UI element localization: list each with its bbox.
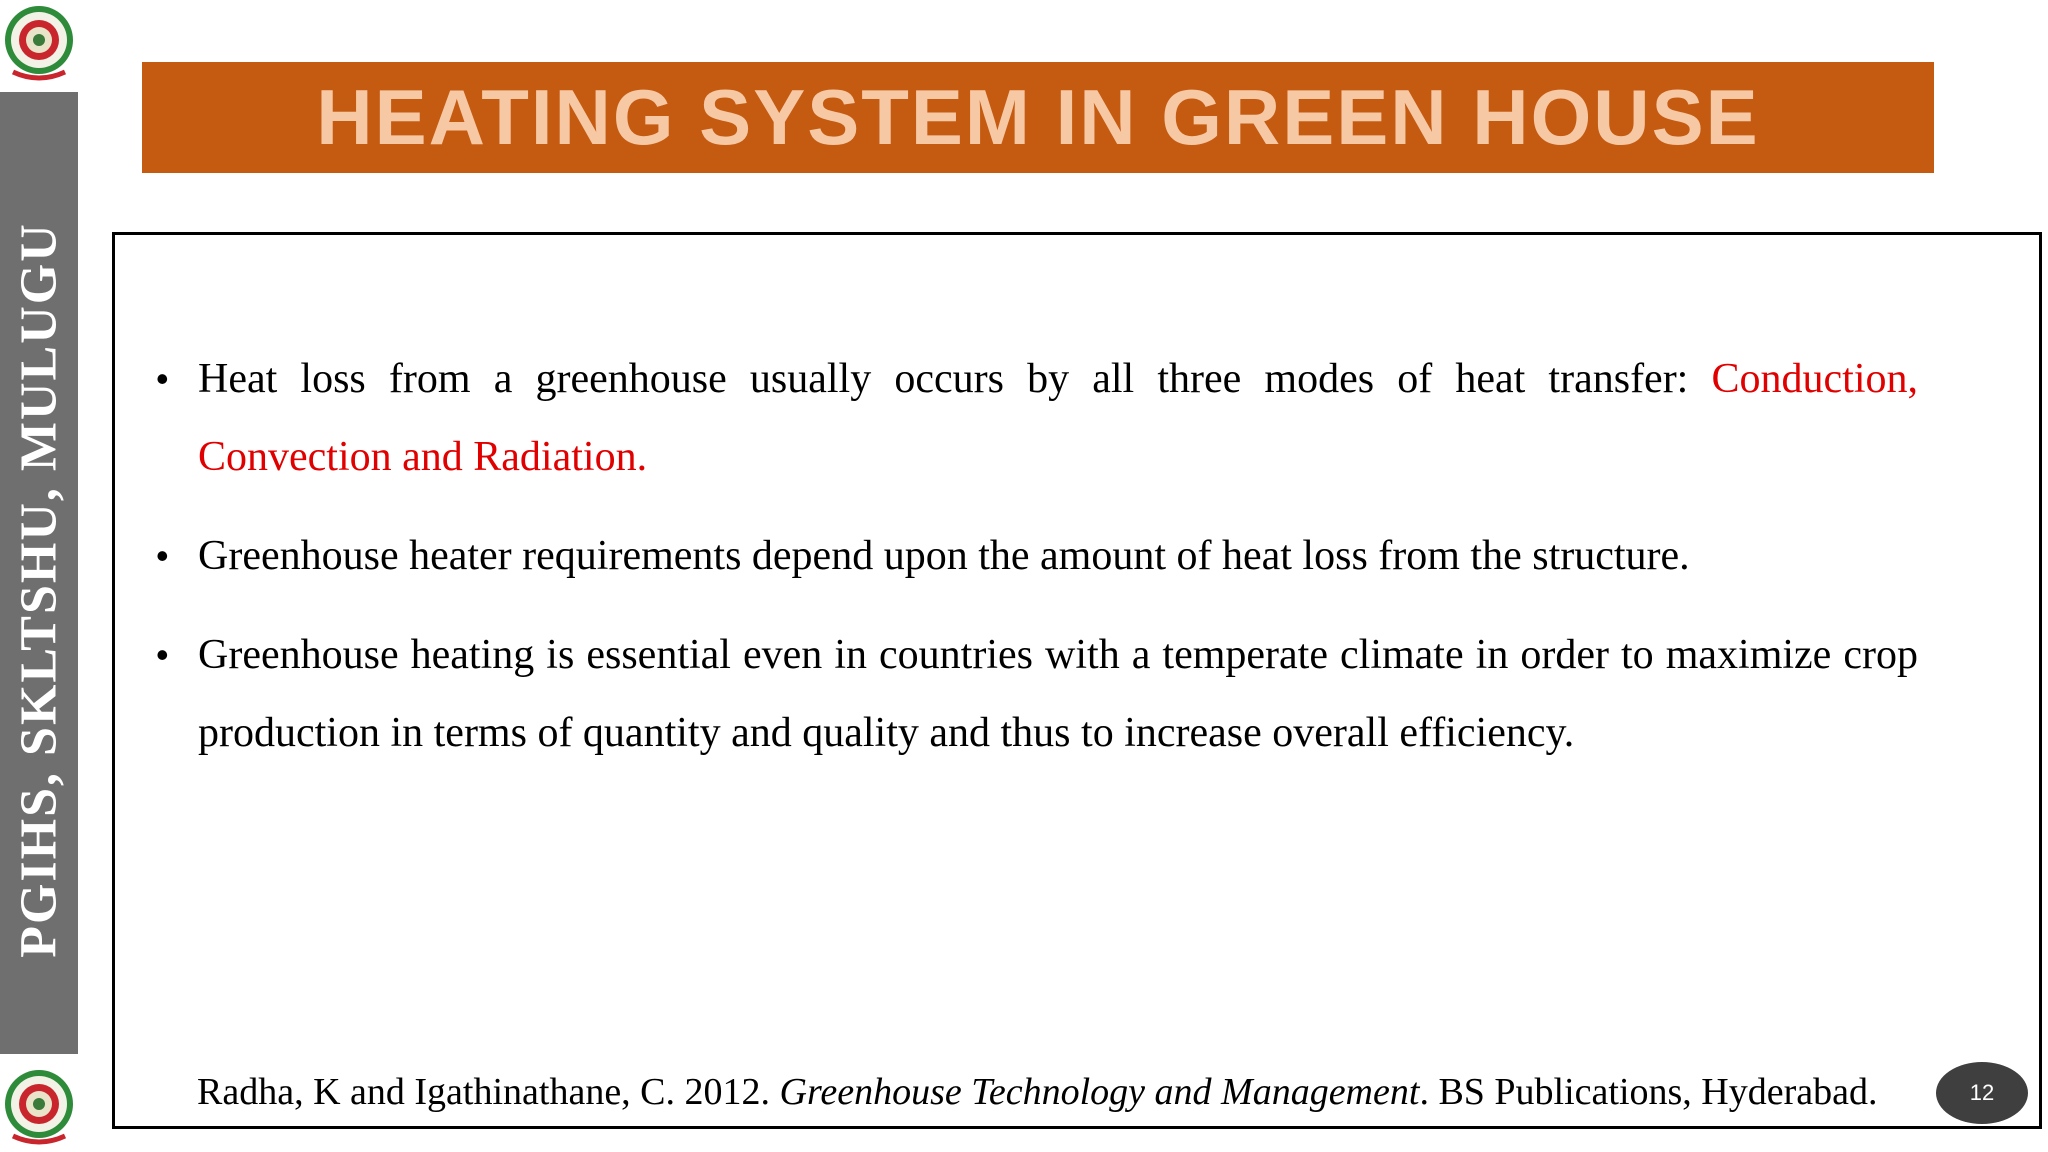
bullet-icon: •: [156, 358, 169, 399]
page-number-badge: [1936, 1062, 2028, 1124]
sidebar: [0, 0, 78, 1152]
citation-publisher: . BS Publications, Hyderabad.: [1419, 1071, 1878, 1113]
university-logo-icon: [3, 2, 75, 82]
citation-book-title: Greenhouse Technology and Management: [779, 1071, 1420, 1113]
bullet-text: Greenhouse heating is essential even in countries with a temperate climate in order to maximize crop production in terms of quantity and quality and thus to increase overall efficiency.: [198, 632, 1918, 756]
bullet-item: [148, 616, 1918, 772]
institution-vertical-label: PGIHS, SKLTSHU, MULUGU: [10, 222, 68, 958]
bullet-item: [148, 340, 1918, 496]
citation: [197, 1070, 1878, 1114]
bullet-item: [148, 517, 1918, 595]
page-title: HEATING SYSTEM IN GREEN HOUSE: [316, 73, 1760, 161]
bullet-icon: •: [156, 535, 169, 576]
bullet-highlight: Conduction, Convection and Radiation.: [198, 356, 1918, 480]
page-number: 12: [1969, 1080, 1995, 1105]
bullet-icon: •: [156, 634, 169, 675]
bullet-list: [148, 340, 1918, 793]
bullet-text: Heat loss from a greenhouse usually occurs by all three modes of heat transfer:: [198, 356, 1712, 402]
citation-authors: Radha, K and Igathinathane, C. 2012.: [197, 1071, 780, 1113]
bullet-text: Greenhouse heater requirements depend upon the amount of heat loss from the structure.: [198, 533, 1690, 579]
university-logo-icon: [3, 1066, 75, 1146]
title-bar: [142, 62, 1934, 173]
